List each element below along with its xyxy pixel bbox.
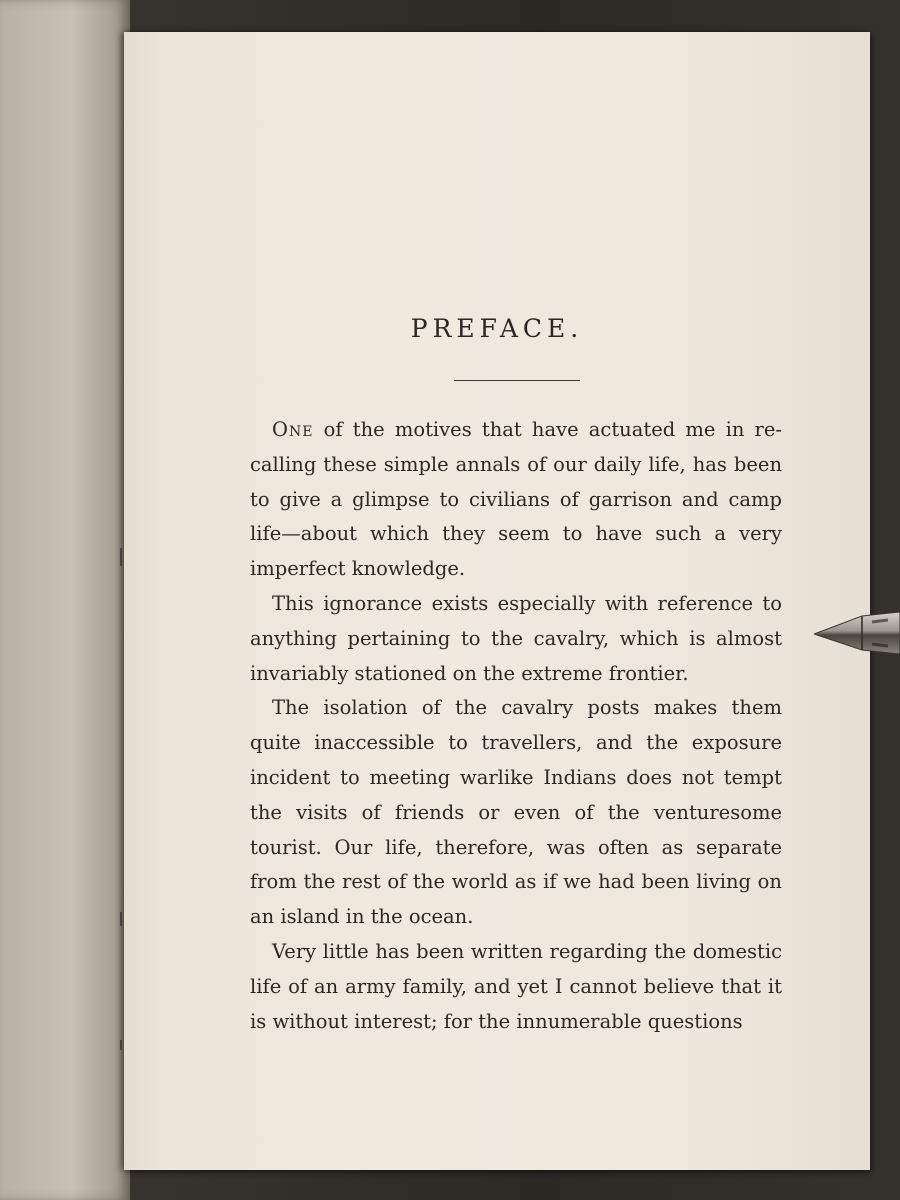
paragraph-text: of the motives that have actuated me in re-calling these simple annals of our daily life, has been to give a glimpse to civilians of garrison and camp life—about which they seem to have such a very imperfect knowledge. xyxy=(250,418,782,581)
paragraph-3 xyxy=(250,691,782,935)
book-page xyxy=(124,32,870,1170)
paragraph-text: Very little has been written regarding the domestic life of an army family, and yet I cannot believe that it is without interest; for the innumerable questions xyxy=(250,939,782,1033)
paragraph-2 xyxy=(250,587,782,691)
preface-body xyxy=(250,413,782,1039)
page-edge-mark xyxy=(120,1040,122,1050)
paragraph-1 xyxy=(250,413,782,587)
paragraph-4 xyxy=(250,935,782,1039)
page-edge-mark xyxy=(120,548,122,566)
page-title: PREFACE. xyxy=(410,314,584,343)
pen-pointer-icon xyxy=(814,608,900,658)
paragraph-text: This ignorance exists especially with reference to anything pertaining to the cavalry, which is almost invariably stationed on the extreme frontier. xyxy=(250,591,782,685)
page-edge-mark xyxy=(120,912,122,926)
left-book-page xyxy=(0,0,130,1200)
title-rule xyxy=(454,380,580,381)
paragraph-lead-word: One xyxy=(272,418,314,441)
paragraph-text: The isolation of the cavalry posts makes them quite inaccessible to travellers, and the exposure incident to meeting warlike Indians does not tempt the visits of friends or even of the venturesome tourist. Our life, therefore, was often as separate from the rest of the world as if we had been living on an island in the ocean. xyxy=(250,696,782,929)
